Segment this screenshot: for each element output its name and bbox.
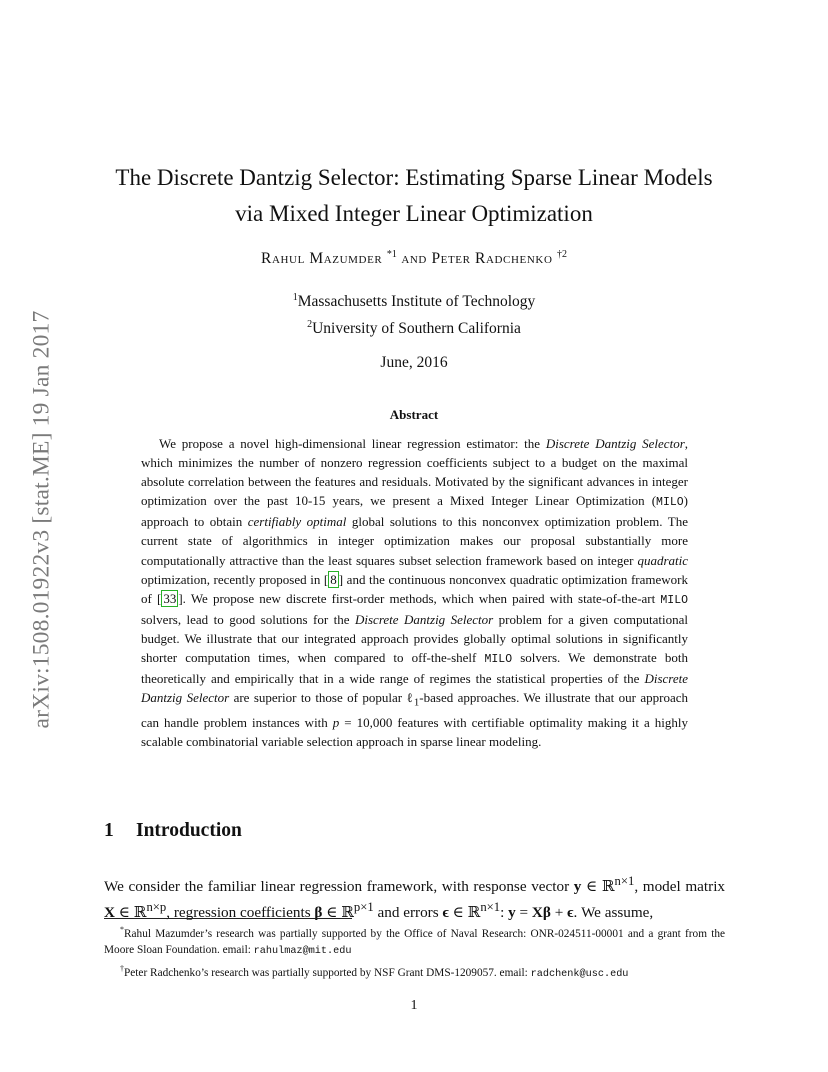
footnotes bbox=[104, 922, 725, 983]
affiliation-mark: 2 bbox=[307, 319, 313, 331]
section-number: 1 bbox=[104, 820, 114, 841]
paper-title bbox=[60, 160, 768, 232]
affiliation bbox=[60, 286, 768, 313]
abstract-code: MILO bbox=[660, 593, 688, 607]
abstract-text: problem for a given computational budget. We illustrate that our integrated approach provides globally optimal solutions in significantly shorter computation times, when compared to off-the-shelf bbox=[141, 611, 688, 666]
math-sup: n×1 bbox=[614, 874, 635, 888]
affiliation-mark: 1 bbox=[292, 292, 298, 303]
abstract-body: We propose a novel high-dimensional linear regression estimator: the Discrete Dantzig Selector, which minimizes the number of nonzero regression coefficients subject to a budget on the maximal absolute correlation between the features and residuals. Motivated by the significant advances in integer optimization over the past 10-15 years, we present a Mixed Integer Linear Optimization (MILO) approach to obtain certifiably optimal global solutions to this nonconvex optimization problem. The current state of algorithmics in integer optimization makes our proposal substantially more computationally attractive than the least squares subset selection framework based on integer quadratic optimization, recently proposed in [ 8 ] and the continuous nonconvex quadratic optimization framework of [ 33 ]. We propose new discrete first-order methods, which when paired with state-of-the-art MILO solvers, lead to good solutions for the Discrete Dantzig Selector problem for a given computational budget. We illustrate that our integrated approach provides globally optimal solutions in significantly shorter computation times, when compared to off-the-shelf MILO solvers. We demonstrate both theoretically and empirically that in a wide range of regimes the statistical properties of the Discrete Dantzig Selector are superior to those of popular ℓ$_1$-based approaches. We illustrate that our approach can handle problem instances with p = 10,000 features with certifiable optimality making it a highly scalable combinatorial variable selection approach in sparse linear modeling. bbox=[141, 436, 689, 749]
email-link[interactable]: rahulmaz@mit.edu bbox=[253, 946, 352, 958]
body-text: ∈ ℝ bbox=[448, 904, 481, 922]
section-title: Introduction bbox=[136, 820, 242, 841]
citation-link[interactable]: 8 bbox=[330, 571, 337, 587]
abstract-text: global solutions to this nonconvex optimization problem. The current state of algorithmics in integer optimization makes our proposal substantially more computationally attractive than the least squares subset selection framework based on integer bbox=[141, 514, 688, 568]
affiliation-name: University of Southern California bbox=[312, 320, 521, 338]
abstract-emphasis: certifiably optimal bbox=[247, 514, 347, 530]
citation-link[interactable]: 33 bbox=[163, 590, 177, 606]
body-text: , regression coefficients bbox=[166, 904, 315, 922]
author-mark: *1 bbox=[386, 249, 397, 260]
footnote-mark: † bbox=[120, 963, 124, 973]
abstract-text: , which minimizes the number of nonzero regression coefficients subject to a budget on the maximal absolute correlation between the features and residuals. Motivated by the significant advances in integer optimization over the past 10-15 years, we present a Mixed Integer Linear Optimization ( bbox=[141, 436, 689, 509]
author-list bbox=[60, 249, 768, 268]
abstract-emphasis: Discrete Dantzig Selector bbox=[141, 671, 688, 706]
body-text: = bbox=[515, 904, 532, 922]
abstract-heading: Abstract bbox=[389, 407, 439, 422]
math-bold: ϵ bbox=[567, 904, 574, 922]
author-mark: †2 bbox=[556, 249, 567, 260]
footnote bbox=[104, 961, 725, 983]
body-text: and errors bbox=[373, 904, 443, 922]
abstract-text: . We propose new discrete first-order methods, which when paired with state-of-the-art bbox=[182, 590, 661, 606]
abstract-code: MILO bbox=[484, 653, 513, 667]
paper-date: June, 2016 bbox=[380, 354, 448, 371]
abstract-emphasis: quadratic bbox=[637, 552, 688, 568]
body-text: , model matrix bbox=[634, 878, 726, 896]
body-text: ∈ ℝ bbox=[322, 904, 354, 922]
abstract-subscript: 1 bbox=[413, 696, 420, 709]
abstract-math: p bbox=[332, 714, 340, 730]
body-text: : bbox=[500, 904, 509, 922]
math-bold: y bbox=[573, 878, 582, 896]
math-bold: Xβ bbox=[531, 904, 551, 922]
body-text: ∈ ℝ bbox=[581, 878, 615, 896]
abstract-text: = 10,000 features with certifiable optimality making it a highly scalable combinatorial variable selection approach in sparse linear modeling. bbox=[141, 714, 688, 749]
footnote bbox=[104, 922, 725, 961]
abstract-text: solvers. We demonstrate both theoretically and empirically that in a wide range of regimes the statistical properties of the bbox=[141, 650, 688, 687]
title-line-2: via Mixed Integer Linear Optimization bbox=[235, 201, 593, 226]
math-sup: n×p bbox=[146, 900, 167, 915]
author-joiner: and bbox=[401, 250, 427, 268]
arxiv-stamp bbox=[22, 284, 62, 754]
abstract-text: optimization, recently proposed in bbox=[141, 571, 324, 587]
author-name: Peter Radchenko bbox=[431, 250, 553, 268]
math-bold: X bbox=[104, 904, 115, 922]
body-text: + bbox=[550, 904, 568, 922]
math-sup: p×1 bbox=[353, 900, 374, 915]
arxiv-identifier: arXiv:1508.01922v3 [stat.ME] 19 Jan 2017 bbox=[28, 310, 55, 728]
math-bold: y bbox=[508, 904, 516, 922]
abstract-text: and the continuous nonconvex quadratic optimization framework of bbox=[141, 571, 688, 606]
footnote-mark: * bbox=[120, 925, 124, 934]
abstract-text: are superior to those of popular ℓ bbox=[229, 690, 414, 706]
abstract-text: -based approaches. We illustrate that our approach can handle problem instances with bbox=[141, 690, 688, 730]
abstract-emphasis: Discrete Dantzig Selector bbox=[355, 611, 494, 627]
body-text: We consider the familiar linear regression framework, with response vector bbox=[104, 878, 574, 896]
section-heading bbox=[104, 820, 242, 842]
math-bold: β bbox=[314, 904, 323, 922]
footnote-text: Rahul Mazumder’s research was partially supported by the Office of Naval Research: ONR-024511-00001 and a grant from the Moore Sloan Foundation. email: bbox=[104, 927, 725, 957]
body-text: ∈ ℝ bbox=[114, 904, 147, 922]
abstract-emphasis: Discrete Dantzig Selector bbox=[545, 436, 685, 451]
abstract-text: solvers, lead to good solutions for the bbox=[141, 611, 355, 627]
abstract-text: ) approach to obtain bbox=[141, 493, 688, 530]
abstract-text: We propose a novel high-dimensional linear regression estimator: the bbox=[159, 436, 546, 451]
author-name: Rahul Mazumder bbox=[261, 250, 383, 268]
math-bold: ϵ bbox=[442, 904, 449, 922]
intro-paragraph bbox=[104, 871, 725, 923]
math-sup: n×1 bbox=[480, 900, 501, 915]
footnote-text: Peter Radchenko’s research was partially supported by NSF Grant DMS-1209057. email: bbox=[124, 966, 531, 979]
page-number: 1 bbox=[410, 998, 418, 1013]
title-line-1: The Discrete Dantzig Selector: Estimating Sparse Linear Models bbox=[115, 165, 713, 190]
affiliations bbox=[60, 286, 768, 340]
affiliation bbox=[60, 313, 768, 340]
footnote-rule bbox=[104, 918, 352, 919]
affiliation-name: Massachusetts Institute of Technology bbox=[297, 293, 536, 311]
body-text: . We assume, bbox=[573, 904, 654, 922]
abstract-code: MILO bbox=[656, 496, 684, 510]
email-link[interactable]: radchenk@usc.edu bbox=[530, 968, 629, 980]
